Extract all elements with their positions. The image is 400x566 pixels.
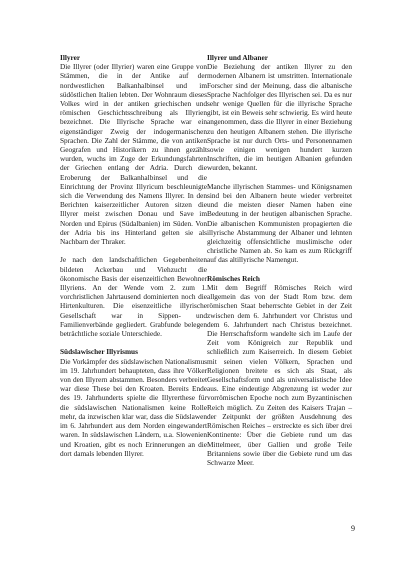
section-heading-roemisches-reich: Römisches Reich — [207, 273, 260, 283]
paragraph-spacer — [60, 338, 207, 347]
section-heading-illyrer-und-albaner: Illyrer und Albaner — [207, 53, 268, 62]
paragraph: Die Illyrer (oder Illyrier) waren eine Gruppe von Stämmen, die in der Antike auf der nordwestlichen Balkanhalbinsel und im südöstlichen Italien lebten. Der Wohnraum dieses Volkes wird in der antiken griechischen und römischen Geschichtsschreibung als Illyrien bezeichnet. Die Illyrische Sprache war ein eigenständiger Zweig der indogermanischen Sprachen. Die Zahl der Stämme, die von antiken Geografen und Historikern zu ihnen gezählt wurden, wuchs im Zuge der Erkundungsfahrten der Griechen entlang der Adria. Durch die Eroberung der Balkanhalbinsel und die Einrichtung der Provinz Illyricum beschleunigte sich die Verwendung des Namens Illyrer. In den Berichten kaiserzeitlicher Autoren sitzen die Illyrer meist zwischen Donau und Save im Norden und Epirus (Südalbanien) im Süden. Von der Adria bis ins Hinterland gelten sie als Nachbarn der Thraker. — [60, 62, 207, 247]
section-heading-suedslawischer-illyrismus: Südslawischer Illyrismus — [60, 347, 138, 357]
paragraph-spacer — [207, 265, 352, 274]
paragraph: Je nach den landschaftlichen Gegebenheiten bildeten Ackerbau und Viehzucht die ökonomische Basis der eisenzeitlichen Bewohner Illyriens. An der Wende vom 2. zum 1. vorchristlichen Jahrtausend dominierten noch die Hirtenkulturen. Die eisenzeitliche illyrische Gesellschaft war in Sippen- und Familienverbände gegliedert. Grabfunde belegen beträchtliche soziale Unterschiede. — [60, 255, 207, 339]
paragraph-spacer — [60, 246, 207, 255]
left-column — [60, 53, 207, 458]
paragraph-spacer — [207, 173, 352, 182]
right-column — [207, 53, 352, 467]
paragraph: Mit dem Begriff Römisches Reich wird allgemein das von der Stadt Rom bzw. dem römischen Staat beherrschte Gebiet in der Zeit zwischen dem 6. Jahrhundert vor Christus und dem 6. Jahrhundert nach Christus bezeichnet. Die Herrschaftsform wandelte sich im Laufe der Zeit vom Königreich zur Republik und schließlich zum Kaiserreich. In diesem Gebiet mit seinen vielen Völkern, Sprachen und Religionen breitete es sich als Staat, als Gesellschaftsform und als universalistische Idee aus. Eine eindeutige Abgrenzung ist weder zur vorrömischen Epoche noch zum Byzantinischen Reich möglich. Zu Zeiten des Kaisers Trajan – der Zeitpunkt der größten Ausdehnung des Römischen Reiches – erstreckte es sich über drei Kontinente: Über die Gebiete rund um das Mittelmeer, über Gallien und große Teile Britanniens sowie über die Gebiete rund um das Schwarze Meer. — [207, 283, 352, 467]
paragraph: Manche illyrischen Stammes- und Königsnamen sind bei den Albanern heute wieder verbreitet und die meisten dieser Namen haben eine Bedeutung in der heutigen albanischen Sprache. Die albanischen Kommunisten propagierten die illyrische Abstammung der Albaner und lehnten gleichzeitig offensichtliche muslimische oder christliche Namen ab. So kam es zum Rückgriff auf das altillyrische Namengut. — [207, 181, 352, 265]
section-heading-illyrer: Illyrer — [60, 53, 81, 62]
page-number: 9 — [351, 524, 355, 533]
paragraph: Die Vorkämpfer des südslawischen Nationalismus im 19. Jahrhundert behaupteten, dass ihre Völker von den Illyrern abstammen. Besonders verbreitet war diese These bei den Kroaten. Bereits Ende des 19. Jahrhunderts spielte die Illyrerthese für die südslawischen Nationalismen keine Rolle mehr, da inzwischen klar war, dass die Südslawen im 6. Jahrhundert aus dem Norden eingewandert waren. In südslawischen Ländern, u.a. Slowenien und Kroatien, gibt es noch Erinnerungen an die dort damals lebenden Illyrer. — [60, 356, 207, 458]
paragraph: Die Beziehung der antiken Illyrer zu den modernen Albanern ist umstritten. Internationale Forscher sind der Meinung, dass die albanische Sprache Nachfolger des Illyrischen sei. Da es nur sehr wenige Quellen für die illyrische Sprache gibt, ist ein Beweis sehr schwierig. Es wird heute angenommen, dass die Illyrer in einer Beziehung zu den heutigen Albanern stehen. Die illyrische Sprache ist nur durch Orts- und Personennamen sowie einigen wenigen hundert kurzen Inschriften, die im heutigen Albanien gefunden wurden, bekannt. — [207, 62, 352, 173]
